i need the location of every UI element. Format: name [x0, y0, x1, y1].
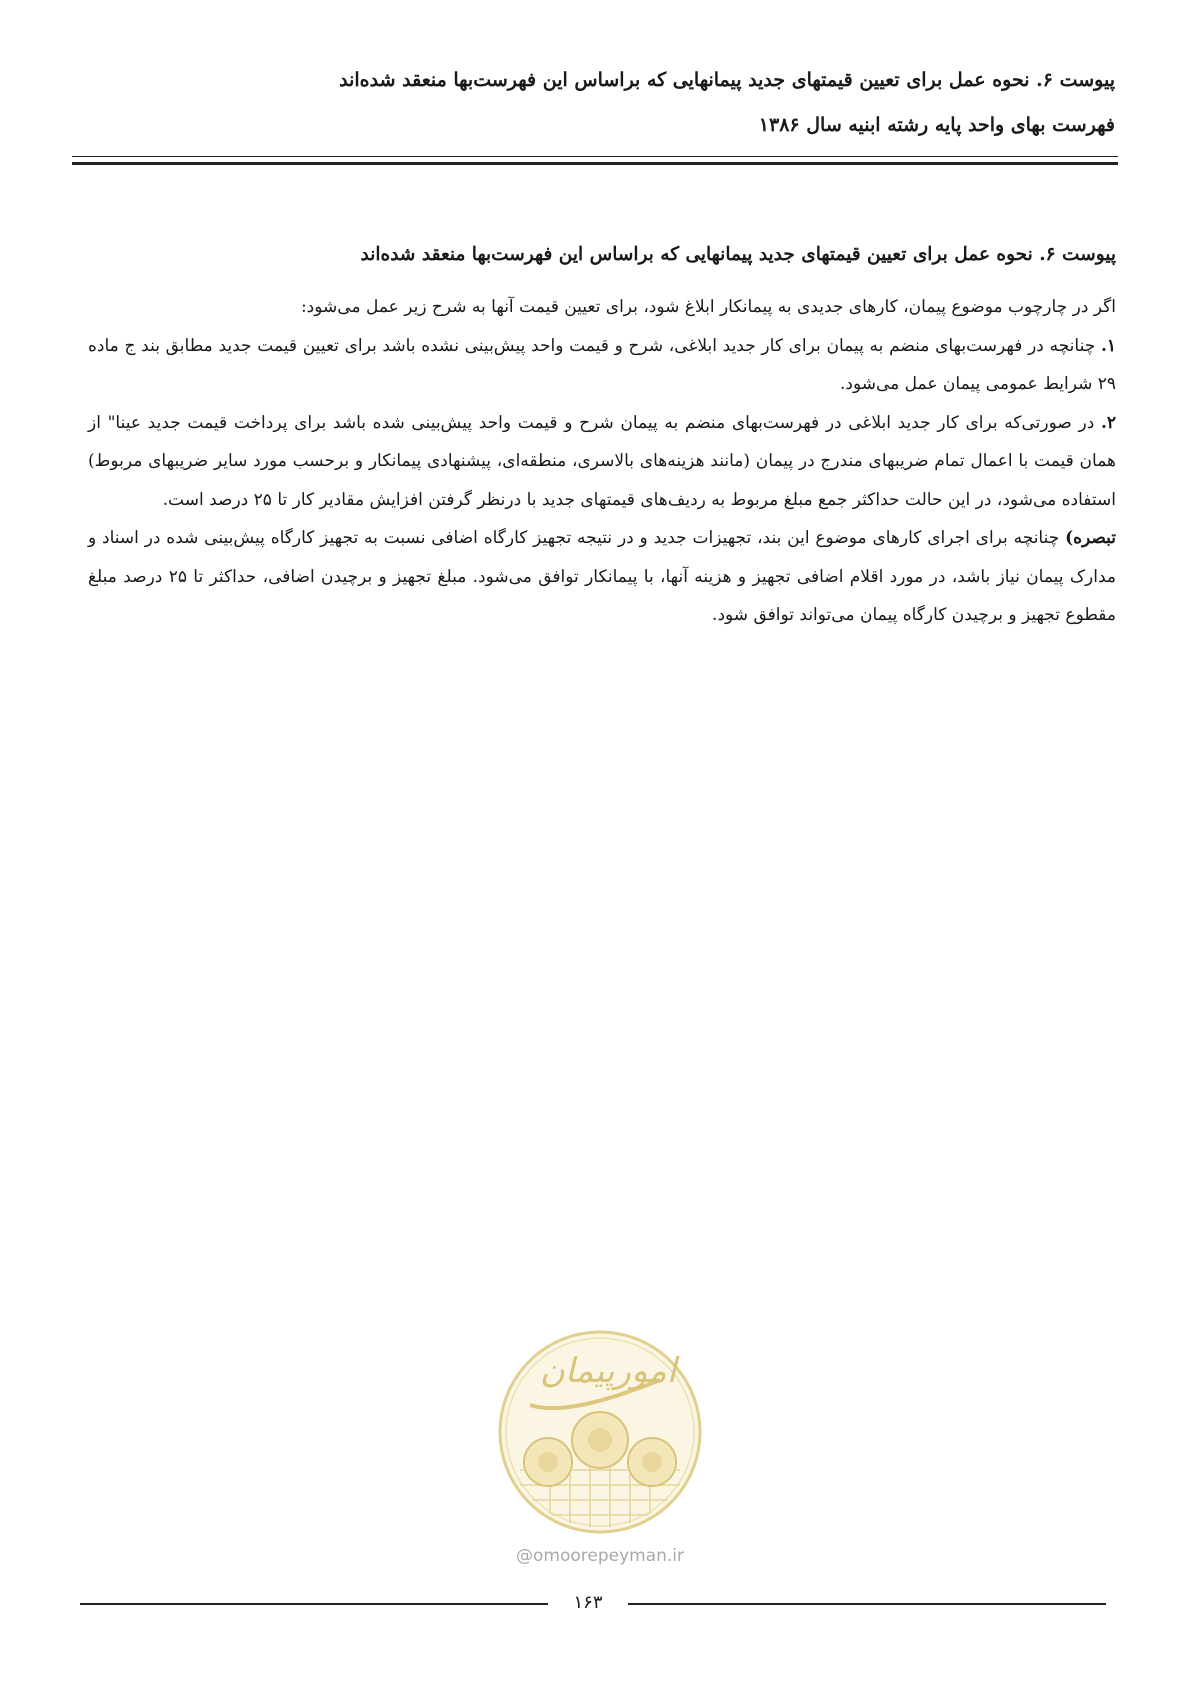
- page-footer: [72, 1588, 1118, 1618]
- item-1-text: چنانچه در فهرست‌بهای منضم به پیمان برای کار جدید ابلاغی، شرح و قیمت واحد پیش‌بینی نشده باشد برای تعیین قیمت جدید مطابق بند ج ماده ۲۹ شرایط عمومی پیمان عمل می‌شود.: [88, 335, 1116, 394]
- header-title: پیوست ۶. نحوه عمل برای تعیین قیمتهای جدید پیمانهایی که براساس این فهرست‌بها منعقد شده‌اند: [339, 69, 1115, 91]
- section-title: پیوست ۶. نحوه عمل برای تعیین قیمتهای جدید پیمانهایی که براساس این فهرست‌بها منعقد شده‌اند: [360, 244, 1116, 265]
- watermark-logo: [490, 1320, 710, 1566]
- section-content: [88, 240, 1116, 635]
- page-header: [75, 58, 1115, 148]
- page-number: ۱۶۳: [573, 1592, 603, 1613]
- watermark-site: @omoorepeyman.ir: [515, 1546, 685, 1566]
- item-2-number: ۲.: [1100, 412, 1116, 433]
- item-2: [88, 404, 1116, 520]
- note-label: تبصره): [1065, 528, 1116, 548]
- footer-rule-right: [628, 1603, 1106, 1605]
- footer-rule-left: [80, 1603, 548, 1605]
- intro-paragraph: اگر در چارچوب موضوع پیمان، کارهای جدیدی به پیمانکار ابلاغ شود، برای تعیین قیمت آنها به شرح زیر عمل می‌شود:: [300, 297, 1116, 317]
- item-1: [88, 327, 1116, 404]
- logo-emblem-icon: [490, 1320, 710, 1545]
- item-2-text: در صورتی‌که برای کار جدید ابلاغی در فهرست‌بهای منضم به پیمان شرح و قیمت واحد پیش‌بینی شده باشد برای پرداخت قیمت جدید عینا" از همان قیمت با اعمال تمام ضریبهای مندرج در پیمان (مانند هزینه‌های بالاسری، منطقه‌ای، پیشنهادی پیمانکار و برحسب مورد سایر ضریبهای مربوط) استفاده می‌شود، در این حالت حداکثر جمع مبلغ مربوط به ردیف‌های قیمتهای جدید با درنظر گرفتن افزایش مقادیر کار تا ۲۵ درصد است.: [88, 412, 1116, 510]
- logo-text: امورپیمان: [539, 1351, 677, 1391]
- note-paragraph: [88, 519, 1116, 635]
- header-divider: [72, 156, 1118, 165]
- header-subtitle: فهرست بهای واحد پایه رشته ابنیه سال ۱۳۸۶: [758, 114, 1115, 136]
- note-text: چنانچه برای اجرای کارهای موضوع این بند، تجهیزات جدید و در نتیجه تجهیز کارگاه اضافی نسبت به تجهیز کارگاه پیش‌بینی شده در اسناد و مدارک پیمان نیاز باشد، در مورد اقلام اضافی تجهیز و هزینه آنها، با پیمانکار توافق می‌شود. مبلغ تجهیز و برچیدن اضافی، حداکثر تا ۲۵ درصد مبلغ مقطوع تجهیز و برچیدن کارگاه پیمان می‌تواند توافق شود.: [88, 528, 1117, 625]
- item-1-number: ۱.: [1100, 335, 1116, 356]
